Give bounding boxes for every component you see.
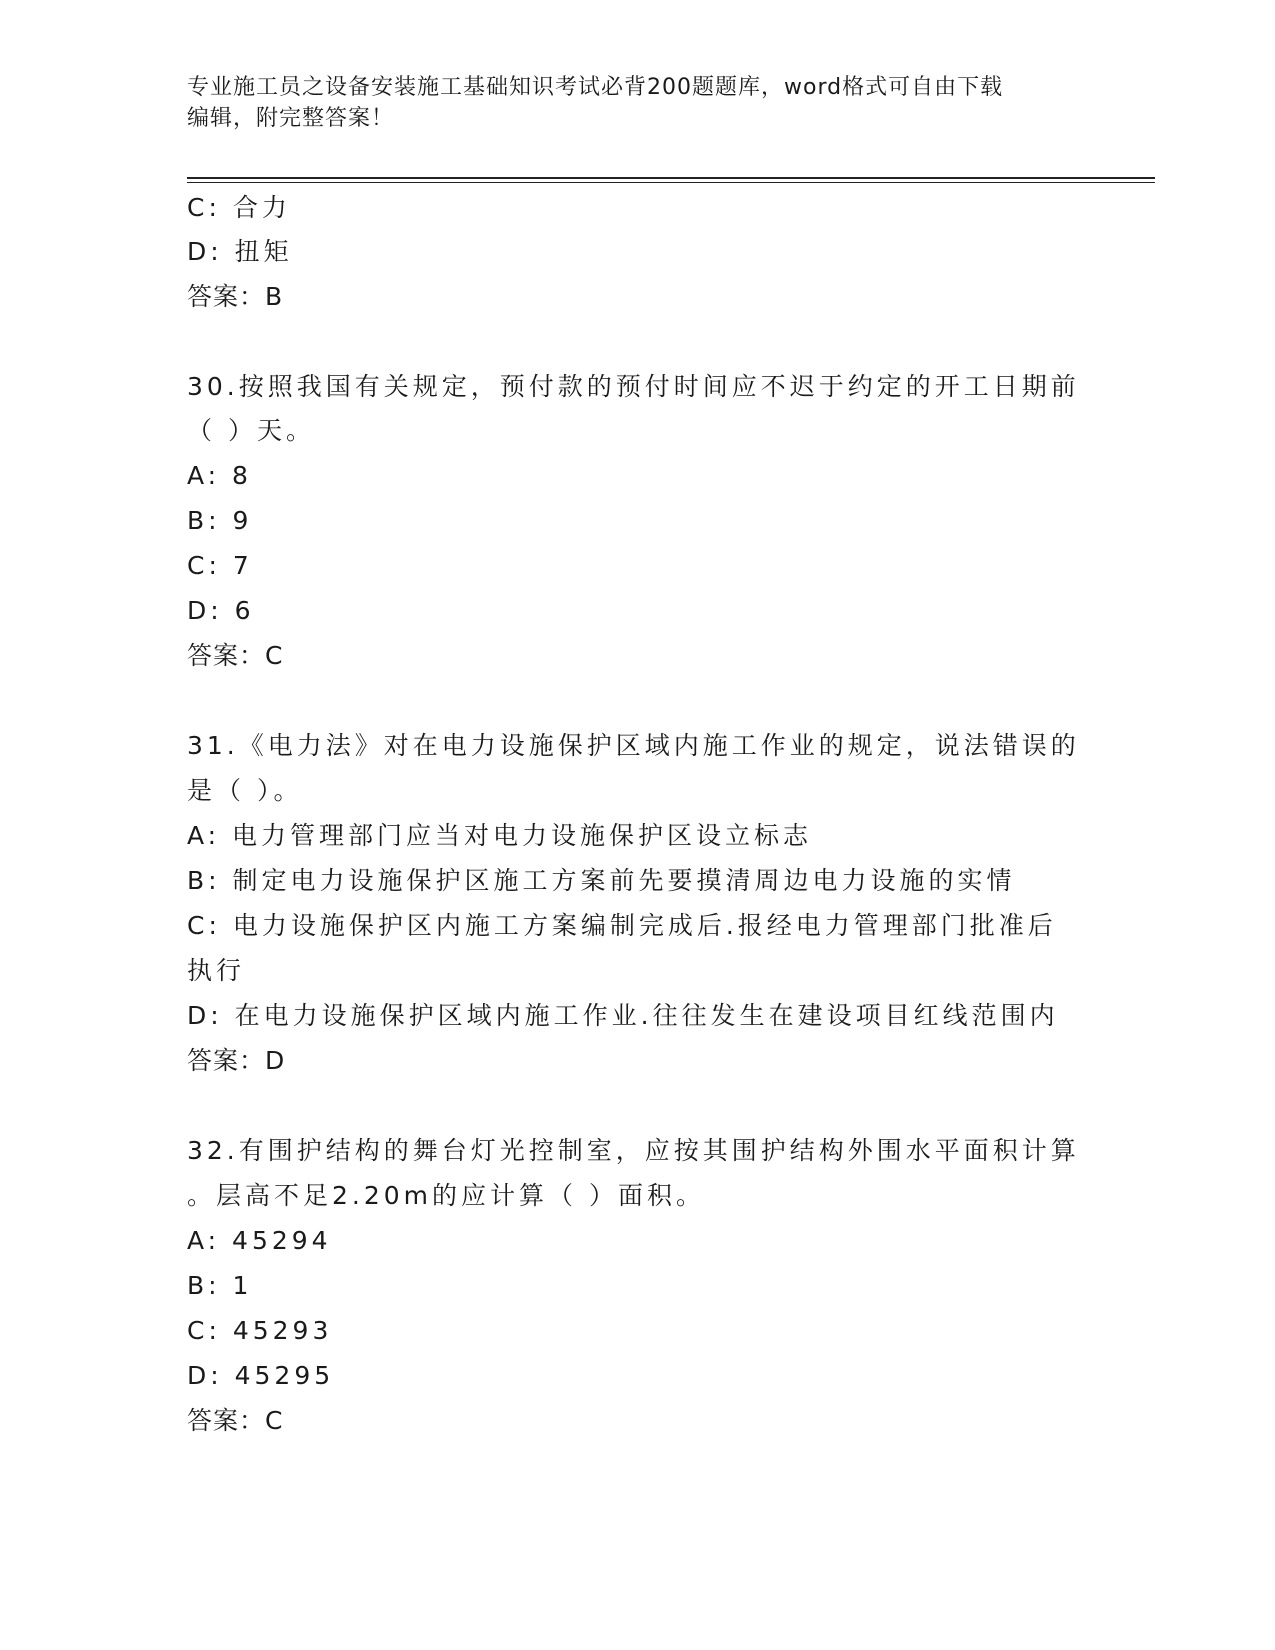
q30-option-d: D: 6 — [187, 596, 255, 625]
q30-option-a: A: 8 — [187, 461, 252, 490]
q30-option-b: B: 9 — [187, 506, 253, 535]
header-line-1: 专业施工员之设备安装施工基础知识考试必背200题题库，word格式可自由下载 — [187, 75, 1004, 100]
q30-stem-line-1: 30.按照我国有关规定，预付款的预付时间应不迟于约定的开工日期前 — [187, 372, 1080, 401]
q31-stem-line-1: 31.《电力法》对在电力设施保护区域内施工作业的规定，说法错误的 — [187, 731, 1080, 760]
q31-answer: 答案：D — [187, 1046, 286, 1075]
q30-answer: 答案：C — [187, 641, 284, 670]
q32-option-b: B: 1 — [187, 1271, 253, 1300]
q32-answer: 答案：C — [187, 1406, 284, 1435]
q32-option-c: C: 45293 — [187, 1316, 333, 1345]
header-divider-thick — [187, 177, 1155, 179]
prev-option-d: D: 扭矩 — [187, 237, 293, 266]
q32-stem-line-2: 。层高不足2.20m的应计算（ ）面积。 — [187, 1181, 705, 1210]
q31-option-a: A: 电力管理部门应当对电力设施保护区设立标志 — [187, 821, 813, 850]
q31-stem-line-2: 是（ ）。 — [187, 776, 303, 805]
q30-stem-line-2: （ ）天。 — [187, 416, 315, 445]
q31-option-d: D: 在电力设施保护区域内施工作业.往往发生在建设项目红线范围内 — [187, 1001, 1059, 1030]
header-divider-thin — [187, 182, 1155, 183]
q32-option-d: D: 45295 — [187, 1361, 335, 1390]
prev-option-c: C: 合力 — [187, 193, 291, 222]
q31-option-b: B: 制定电力设施保护区施工方案前先要摸清周边电力设施的实情 — [187, 866, 1016, 895]
prev-answer: 答案：B — [187, 282, 284, 311]
header-line-2: 编辑，附完整答案！ — [187, 106, 395, 131]
q31-option-c-line-1: C: 电力设施保护区内施工方案编制完成后.报经电力管理部门批准后 — [187, 911, 1057, 940]
q32-stem-line-1: 32.有围护结构的舞台灯光控制室，应按其围护结构外围水平面积计算 — [187, 1136, 1080, 1165]
q32-option-a: A: 45294 — [187, 1226, 332, 1255]
page-header — [187, 72, 1087, 134]
q31-option-c-line-2: 执行 — [187, 956, 246, 985]
q30-option-c: C: 7 — [187, 551, 253, 580]
